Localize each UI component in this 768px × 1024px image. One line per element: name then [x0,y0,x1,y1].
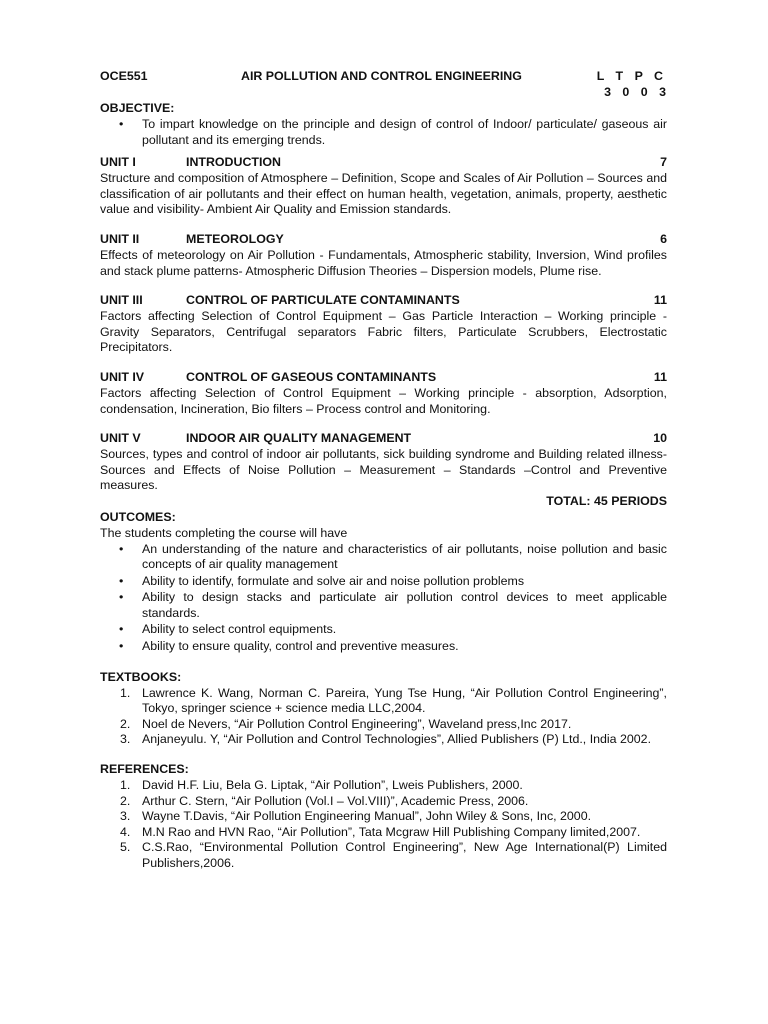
objective-list [100,117,667,148]
unit-description: Factors affecting Selection of Control Equipment – Working principle - absorption, Adsorption, condensation, Incineration, Bio filters – Process control and Monitoring. [100,385,667,416]
unit-heading [100,155,667,171]
course-code: OCE551 [100,69,148,83]
course-header [100,69,667,85]
syllabus-content [100,69,670,872]
unit-heading [100,293,667,309]
list-number: 2. [120,716,131,731]
list-item: 4. M.N Rao and HVN Rao, “Air Pollution”, Tata Mcgraw Hill Publishing Company limited,2007. [120,824,641,839]
list-item: • Ability to identify, formulate and solve air and noise pollution problems [119,573,525,588]
list-item: 3. Wayne T.Davis, “Air Pollution Engineering Manual”, John Wiley & Sons, Inc, 2000. [120,809,592,824]
bullet-icon: • [119,117,124,131]
bullet-icon: • [119,639,124,654]
list-item: • An understanding of the nature and characteristics of air pollutants, noise pollution and basic concepts of air quality management [119,541,667,572]
bullet-icon: • [119,573,124,588]
objective-heading: OBJECTIVE: [100,101,175,115]
unit-heading [100,431,667,447]
unit-number: UNIT III [100,293,143,308]
unit-description: Structure and composition of Atmosphere – Definition, Scope and Scales of Air Pollution – Sources and classification of air pollutants and their effect on human health, vegetation, animals, property, aesthetic value and visibility- Ambient Air Quality and Emission standards. [100,171,667,217]
unit-number: UNIT V [100,431,141,446]
list-item: • Ability to ensure quality, control and preventive measures. [119,639,459,654]
list-item: • To impart knowledge on the principle and design of control of Indoor/ particulate/ gaseous air pollutant and its emerging trends. [119,117,667,147]
list-number: 3. [120,732,131,747]
unit-number: UNIT IV [100,369,145,384]
unit-heading [100,370,667,386]
list-number: 5. [120,840,131,855]
unit-heading [100,232,667,248]
unit-title: CONTROL OF GASEOUS CONTAMINANTS [186,369,437,384]
list-number: 1. [120,778,131,793]
list-item: 3. Anjaneyulu. Y, “Air Pollution and Control Technologies”, Allied Publishers (P) Ltd., India 2002. [120,732,652,747]
unit-number: UNIT II [100,231,140,246]
list-item: 2. Noel de Nevers, “Air Pollution Control Engineering”, Waveland press,Inc 2017. [120,716,572,731]
ltpc-label: L T P C [596,69,667,83]
list-item: • Ability to design stacks and particulate air pollution control devices to meet applicable standards. [119,590,667,620]
bullet-icon: • [119,622,124,637]
list-number: 1. [120,685,131,700]
unit-description: Effects of meteorology on Air Pollution - Fundamentals, Atmospheric stability, Inversion, Wind profiles and stack plume patterns- Atmospheric Diffusion Theories – Dispersion models, Plume rise. [100,247,667,278]
list-item: 5. C.S.Rao, “Environmental Pollution Control Engineering”, New Age International(P) Limited Publishers,2006. [120,840,667,870]
list-number: 3. [120,809,131,824]
outcomes-list [100,542,667,655]
textbooks-list [100,686,667,748]
references-heading: REFERENCES: [100,762,189,777]
list-item: 2. Arthur C. Stern, “Air Pollution (Vol.I – Vol.VIII)”, Academic Press, 2006. [120,793,529,808]
unit-description: Factors affecting Selection of Control Equipment – Gas Particle Interaction – Working principle - Gravity Separators, Centrifugal separators Fabric filters, Particulate Scrubbers, Electrostatic Precipitators. [100,309,667,355]
unit-hours: 10 [653,431,667,446]
course-title: AIR POLLUTION AND CONTROL ENGINEERING [241,69,522,83]
list-number: 2. [120,793,131,808]
unit-title: INTRODUCTION [186,155,281,170]
outcomes-heading: OUTCOMES: [100,509,176,524]
ltpc-values: 3 0 0 3 [604,85,670,99]
unit-description: Sources, types and control of indoor air pollutants, sick building syndrome and Building related illness- Sources and Effects of Noise Pollution – Measurement – Standards –Control and Preventive measures. [100,447,667,493]
outcomes-intro: The students completing the course will have [100,525,348,540]
unit-hours: 11 [653,293,667,308]
unit-hours: 7 [660,155,667,170]
textbooks-heading: TEXTBOOKS: [100,669,182,684]
total-periods: TOTAL: 45 PERIODS [546,493,667,508]
list-item: 1. Lawrence K. Wang, Norman C. Pareira, Yung Tse Hung, “Air Pollution Control Engineering”, Tokyo, springer science + science media LLC,2004. [120,685,667,716]
unit-title: CONTROL OF PARTICULATE CONTAMINANTS [186,293,460,308]
references-list [100,778,667,872]
unit-hours: 6 [660,231,667,246]
list-item: • Ability to select control equipments. [119,622,337,637]
unit-title: INDOOR AIR QUALITY MANAGEMENT [186,431,412,446]
list-number: 4. [120,824,131,839]
unit-hours: 11 [653,369,667,384]
bullet-icon: • [119,590,124,605]
bullet-icon: • [119,541,124,556]
unit-number: UNIT I [100,155,136,170]
list-item: 1. David H.F. Liu, Bela G. Liptak, “Air Pollution”, Lweis Publishers, 2000. [120,778,523,793]
unit-title: METEOROLOGY [186,231,284,246]
